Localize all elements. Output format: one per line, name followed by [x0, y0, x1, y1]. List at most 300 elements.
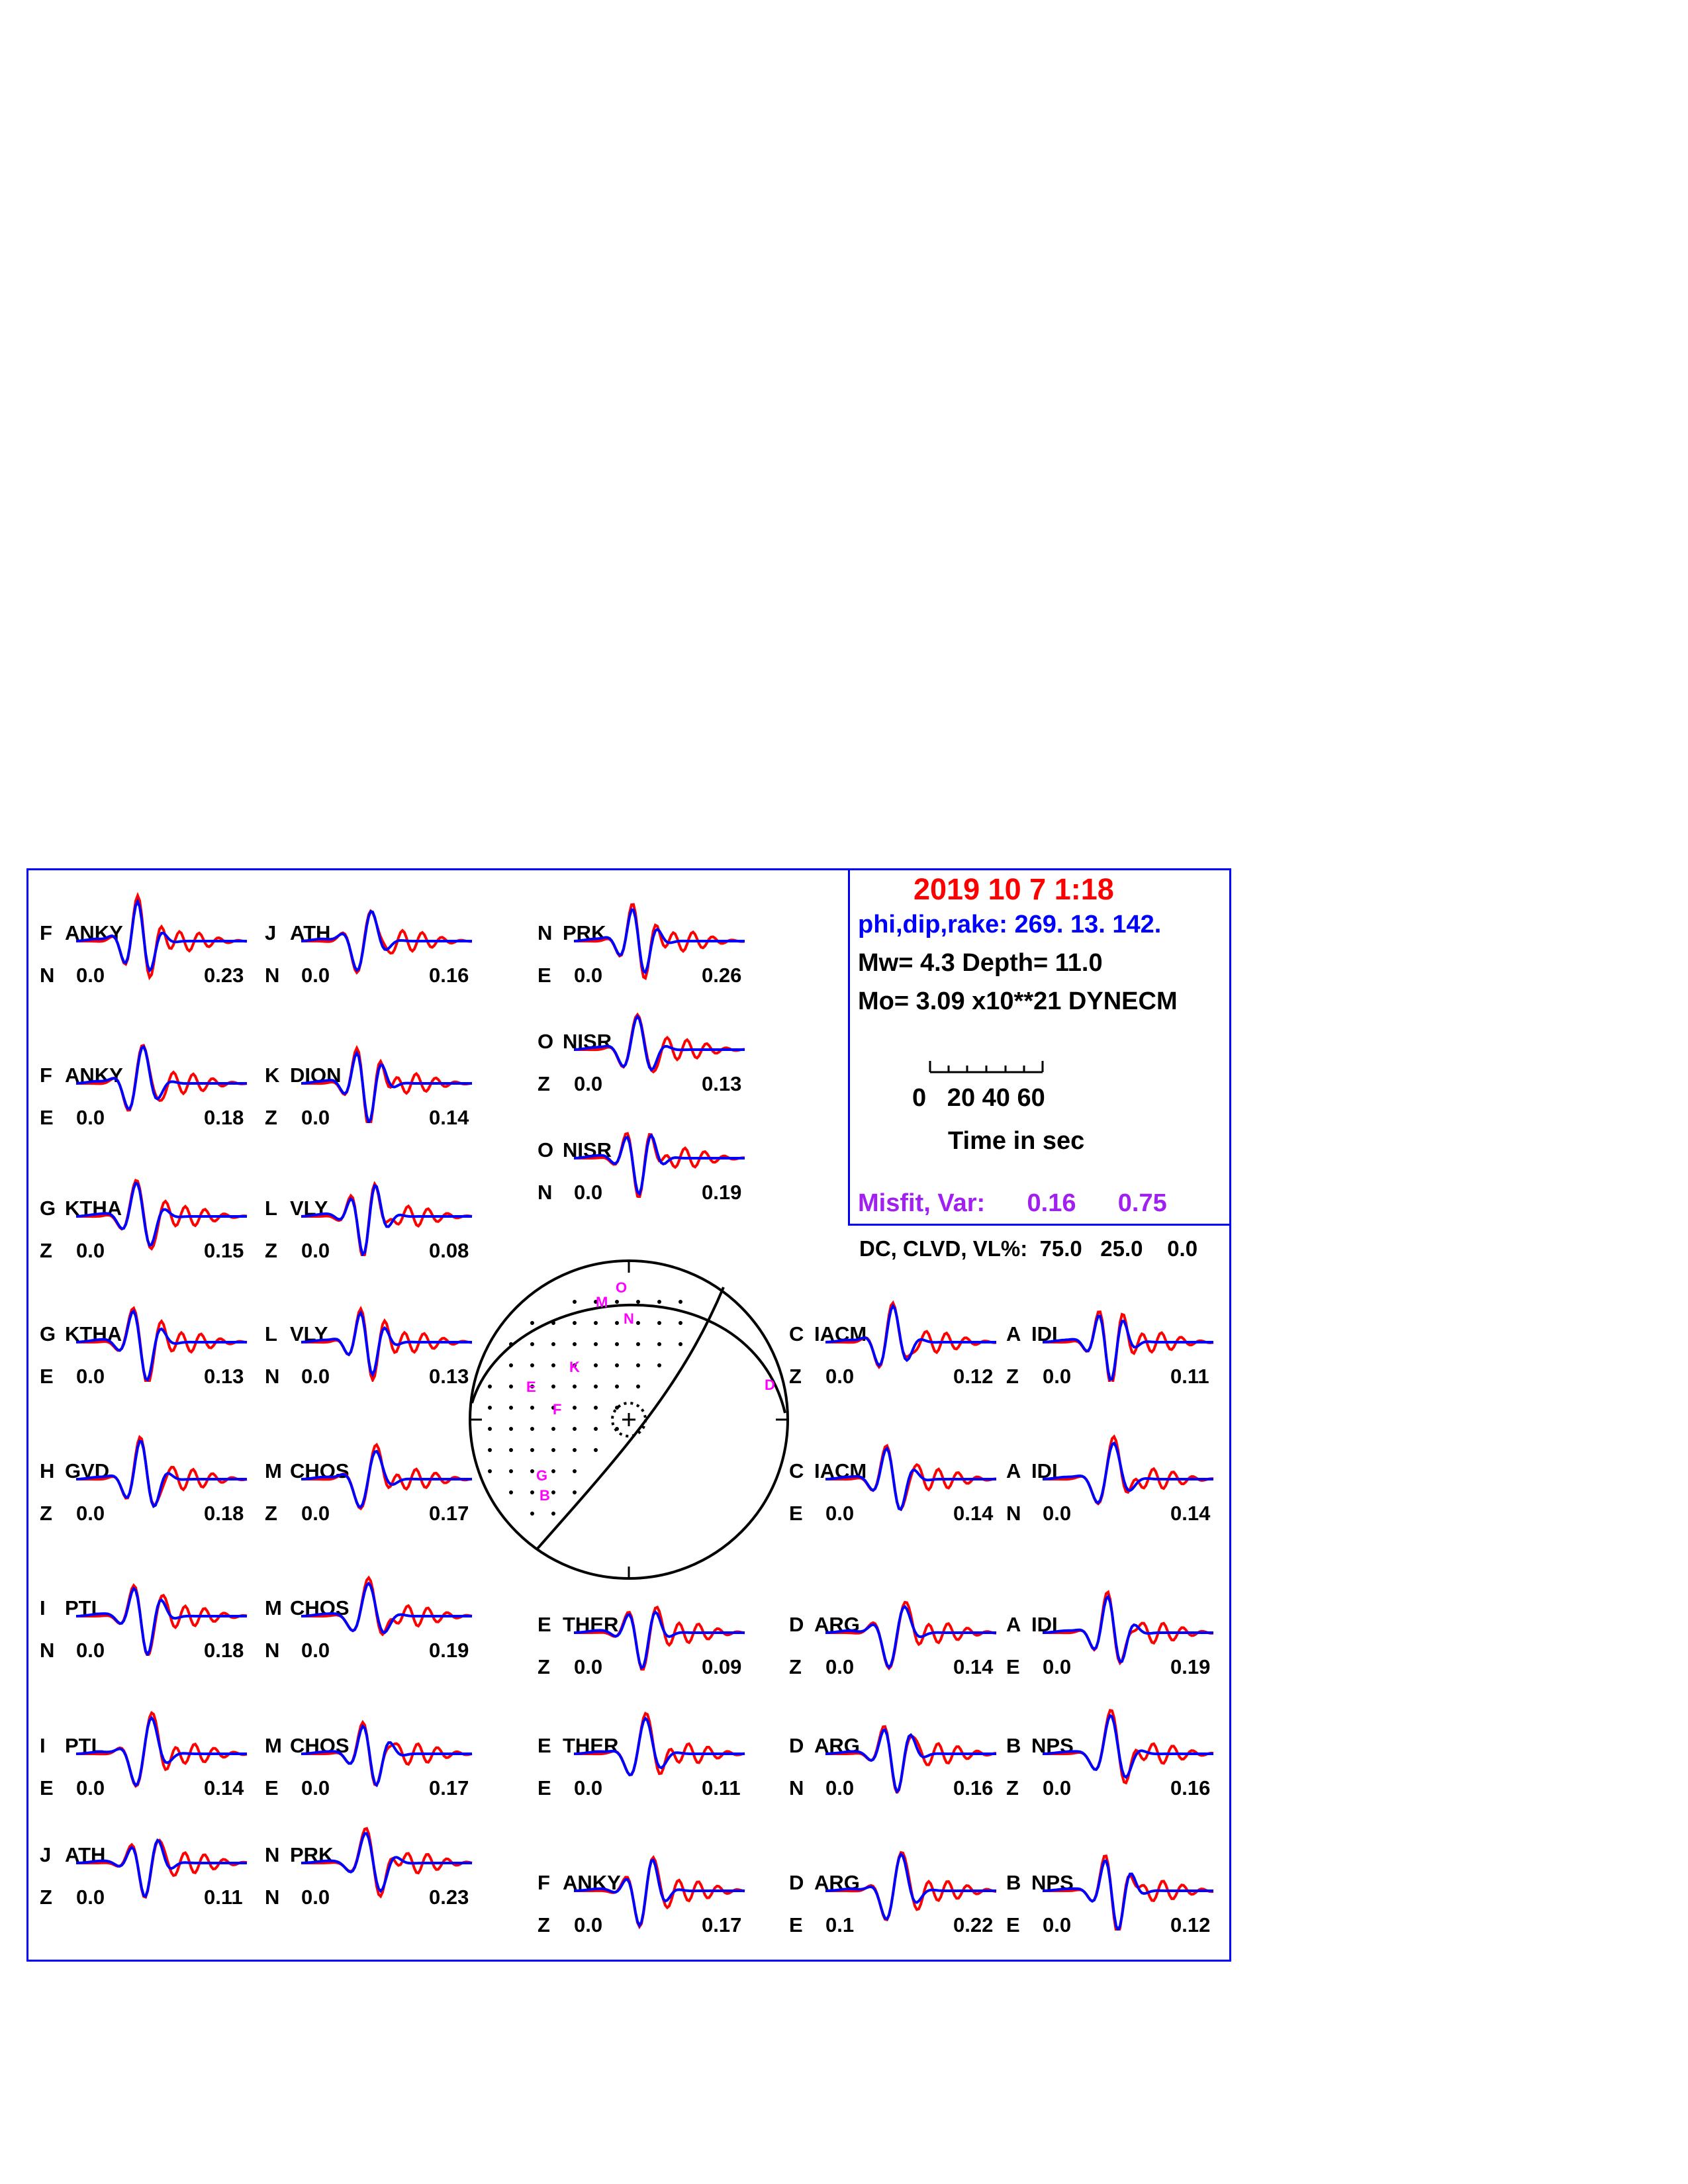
time-shift: 0.0	[1043, 1365, 1072, 1388]
compression-dot	[636, 1363, 640, 1367]
station-name: KTHA	[65, 1322, 122, 1345]
amplitude: 0.12	[1170, 1913, 1211, 1936]
compression-dot	[615, 1385, 619, 1388]
time-shift: 0.0	[76, 1639, 105, 1662]
compression-dot	[594, 1363, 598, 1367]
waveform	[76, 1701, 248, 1794]
compression-dot	[509, 1448, 513, 1452]
component-code: O	[538, 1030, 554, 1053]
compression-dot	[636, 1300, 640, 1304]
component: Z	[1006, 1776, 1019, 1799]
component-code: M	[265, 1459, 282, 1482]
amplitude: 0.22	[953, 1913, 994, 1936]
station-name: PRK	[563, 921, 606, 944]
waveform	[825, 1701, 998, 1794]
compression-dot	[573, 1427, 577, 1431]
component: N	[265, 1886, 280, 1909]
station-name: CHOS	[290, 1596, 350, 1619]
station-name: ARG	[814, 1613, 860, 1636]
amplitude: 0.11	[702, 1776, 741, 1799]
component-code: N	[265, 1843, 280, 1866]
waveform	[574, 1701, 746, 1794]
component-code: O	[538, 1138, 554, 1161]
compression-dot	[594, 1385, 598, 1388]
compression-dot	[530, 1363, 534, 1367]
amplitude: 0.14	[204, 1776, 244, 1799]
time-shift: 0.0	[574, 1072, 603, 1095]
time-shift: 0.0	[1043, 1502, 1072, 1525]
amplitude: 0.15	[204, 1239, 244, 1262]
compression-dot	[488, 1427, 492, 1431]
compression-dot	[530, 1342, 534, 1346]
time-shift: 0.0	[301, 1776, 330, 1799]
compression-dot	[530, 1490, 534, 1494]
station-name: VLY	[290, 1197, 328, 1220]
component: E	[1006, 1655, 1020, 1678]
amplitude: 0.18	[204, 1502, 244, 1525]
waveform	[825, 1426, 998, 1519]
amplitude: 0.17	[702, 1913, 742, 1936]
time-shift: 0.0	[825, 1365, 855, 1388]
amplitude: 0.09	[702, 1655, 742, 1678]
compression-dot	[615, 1321, 619, 1325]
synthetic-trace	[76, 901, 247, 970]
station-labels	[526, 1279, 775, 1504]
compression-dot	[615, 1300, 619, 1304]
component: N	[265, 1639, 280, 1662]
component-code: E	[538, 1613, 551, 1636]
station-name: GVD	[65, 1459, 110, 1482]
station-name: IACM	[814, 1459, 867, 1482]
component: N	[40, 964, 55, 987]
waveform	[574, 1580, 746, 1672]
component: N	[265, 1365, 280, 1388]
waveform	[76, 1810, 248, 1903]
station-name: PRK	[290, 1843, 334, 1866]
waveform	[76, 1426, 248, 1519]
compression-dot	[488, 1469, 492, 1473]
time-axis-label: Time in sec	[948, 1127, 1085, 1155]
synthetic-trace	[574, 1719, 745, 1775]
compression-dot	[509, 1490, 513, 1494]
component: E	[1006, 1913, 1020, 1936]
component: Z	[40, 1239, 52, 1262]
time-scale-bar	[923, 1056, 1056, 1082]
synthetic-trace	[825, 1730, 996, 1792]
station-name: NPS	[1031, 1871, 1074, 1894]
station-label: M	[596, 1294, 608, 1310]
station-name: THER	[563, 1734, 619, 1757]
component: Z	[265, 1502, 277, 1525]
synthetic-trace	[76, 1441, 247, 1507]
component: E	[538, 1776, 551, 1799]
station-name: DION	[290, 1064, 342, 1087]
station-name: ANKY	[563, 1871, 621, 1894]
synthetic-trace	[574, 1860, 745, 1926]
waveform	[825, 1289, 998, 1382]
station-name: NISR	[563, 1138, 612, 1161]
compression-dot	[530, 1512, 534, 1516]
time-shift: 0.0	[76, 964, 105, 987]
component-code: F	[40, 1064, 52, 1087]
synthetic-trace	[574, 1612, 745, 1668]
time-shift: 0.0	[301, 1239, 330, 1262]
waveform	[574, 1838, 746, 1931]
dc-clvd-vl: DC, CLVD, VL%: 75.0 25.0 0.0	[859, 1236, 1198, 1261]
component: Z	[538, 1913, 550, 1936]
event-datetime: 2019 10 7 1:18	[914, 872, 1114, 906]
station-name: VLY	[290, 1322, 328, 1345]
component-code: M	[265, 1734, 282, 1757]
compression-dot	[551, 1342, 555, 1346]
component-code: G	[40, 1322, 56, 1345]
time-shift: 0.0	[574, 1913, 603, 1936]
component-code: I	[40, 1596, 46, 1619]
waveform	[574, 1105, 746, 1198]
component: N	[789, 1776, 804, 1799]
component-code: C	[789, 1459, 804, 1482]
synthetic-trace	[1043, 1597, 1213, 1662]
compression-dot	[573, 1469, 577, 1473]
compression-dot	[551, 1363, 555, 1367]
component-code: F	[40, 921, 52, 944]
time-shift: 0.0	[1043, 1655, 1072, 1678]
compression-dot	[530, 1427, 534, 1431]
component-code: F	[538, 1871, 550, 1894]
amplitude: 0.19	[1170, 1655, 1211, 1678]
amplitude: 0.18	[204, 1639, 244, 1662]
component-code: D	[789, 1613, 804, 1636]
time-shift: 0.0	[76, 1776, 105, 1799]
amplitude: 0.13	[204, 1365, 244, 1388]
compression-dot	[551, 1469, 555, 1473]
component: Z	[40, 1502, 52, 1525]
amplitude: 0.19	[702, 1181, 742, 1204]
amplitude: 0.16	[429, 964, 469, 987]
waveform	[76, 1163, 248, 1256]
time-shift: 0.0	[574, 1655, 603, 1678]
component-code: D	[789, 1734, 804, 1757]
component: N	[538, 1181, 553, 1204]
synthetic-trace	[76, 1841, 247, 1897]
station-name: NPS	[1031, 1734, 1074, 1757]
waveform	[1043, 1426, 1215, 1519]
compression-dot	[679, 1321, 682, 1325]
time-shift: 0.0	[76, 1239, 105, 1262]
station-name: IDI	[1031, 1613, 1058, 1636]
waveform	[825, 1580, 998, 1672]
compression-dot	[551, 1448, 555, 1452]
amplitude: 0.14	[953, 1655, 994, 1678]
waveform	[1043, 1580, 1215, 1672]
component: Z	[40, 1886, 52, 1909]
compression-dot	[530, 1469, 534, 1473]
observed-trace	[1043, 1856, 1213, 1931]
synthetic-trace	[1043, 1715, 1213, 1777]
waveform	[301, 1701, 473, 1794]
observed-trace	[76, 895, 247, 977]
component-code: H	[40, 1459, 55, 1482]
component-code: A	[1006, 1322, 1021, 1345]
compression-dot	[636, 1342, 640, 1346]
component: N	[265, 964, 280, 987]
observed-trace	[1043, 1312, 1213, 1382]
time-shift: 0.0	[825, 1655, 855, 1678]
amplitude: 0.11	[204, 1886, 243, 1909]
amplitude: 0.17	[429, 1776, 469, 1799]
misfit-variance: Misfit, Var: 0.16 0.75	[858, 1189, 1167, 1217]
component: Z	[789, 1365, 802, 1388]
compression-dot	[530, 1448, 534, 1452]
component-code: G	[40, 1197, 56, 1220]
compression-dot	[551, 1490, 555, 1494]
station-name: CHOS	[290, 1459, 350, 1482]
component: E	[538, 964, 551, 987]
component-code: M	[265, 1596, 282, 1619]
compression-dot	[530, 1321, 534, 1325]
waveform	[76, 888, 248, 981]
scale-tick-labels: 0 20 40 60	[912, 1084, 1045, 1112]
observed-trace	[1043, 1437, 1213, 1504]
compression-dot	[573, 1490, 577, 1494]
waveform	[301, 1030, 473, 1123]
component-code: E	[538, 1734, 551, 1757]
compression-dot	[636, 1321, 640, 1325]
component: E	[789, 1502, 803, 1525]
synthetic-trace	[1043, 1443, 1213, 1503]
amplitude: 0.13	[702, 1072, 742, 1095]
compression-dot	[573, 1342, 577, 1346]
amplitude: 0.18	[204, 1106, 244, 1129]
compression-dot	[679, 1300, 682, 1304]
time-shift: 0.0	[825, 1776, 855, 1799]
compression-dot	[594, 1406, 598, 1410]
station-name: KTHA	[65, 1197, 122, 1220]
component: Z	[789, 1655, 802, 1678]
component-code: L	[265, 1197, 277, 1220]
compression-dot	[488, 1406, 492, 1410]
compression-dot	[509, 1342, 513, 1346]
compression-dot	[573, 1385, 577, 1388]
component: N	[1006, 1502, 1021, 1525]
synthetic-trace	[301, 1726, 472, 1785]
amplitude: 0.14	[1170, 1502, 1211, 1525]
compression-dot	[615, 1406, 619, 1410]
station-name: CHOS	[290, 1734, 350, 1757]
phi-dip-rake: phi,dip,rake: 269. 13. 142.	[858, 911, 1162, 938]
time-shift: 0.1	[825, 1913, 855, 1936]
component: Z	[538, 1655, 550, 1678]
amplitude: 0.19	[429, 1639, 469, 1662]
waveform	[301, 1810, 473, 1903]
amplitude: 0.13	[429, 1365, 469, 1388]
time-shift: 0.0	[1043, 1776, 1072, 1799]
compression-dot	[551, 1512, 555, 1516]
component-code: L	[265, 1322, 277, 1345]
synthetic-trace	[574, 1136, 745, 1194]
waveform	[1043, 1289, 1215, 1382]
station-name: ANKY	[65, 1064, 123, 1087]
component: N	[40, 1639, 55, 1662]
synthetic-trace	[1043, 1861, 1213, 1931]
synthetic-trace	[1043, 1316, 1213, 1380]
station-name: ATH	[65, 1843, 106, 1866]
component-code: J	[40, 1843, 52, 1866]
observed-trace	[825, 1602, 996, 1668]
component-code: D	[789, 1871, 804, 1894]
station-name: ARG	[814, 1734, 860, 1757]
waveform	[574, 888, 746, 981]
waveform	[76, 1563, 248, 1656]
compression-dot	[615, 1342, 619, 1346]
compression-dots	[488, 1300, 682, 1516]
observed-trace	[301, 1184, 472, 1256]
compression-dot	[615, 1427, 619, 1431]
observed-trace	[301, 1578, 472, 1635]
amplitude: 0.16	[953, 1776, 994, 1799]
waveform	[76, 1030, 248, 1123]
time-shift: 0.0	[301, 1886, 330, 1909]
component: E	[40, 1106, 54, 1129]
component-code: K	[265, 1064, 280, 1087]
compression-dot	[530, 1406, 534, 1410]
observed-trace	[1043, 1592, 1213, 1663]
station-name: ANKY	[65, 921, 123, 944]
station-label: O	[616, 1279, 628, 1296]
compression-dot	[509, 1385, 513, 1388]
component-code: B	[1006, 1734, 1021, 1757]
amplitude: 0.08	[429, 1239, 469, 1262]
compression-dot	[573, 1406, 577, 1410]
waveform	[301, 1163, 473, 1256]
synthetic-trace	[301, 1186, 472, 1255]
compression-dot	[488, 1385, 492, 1388]
component-code: N	[538, 921, 553, 944]
waveform	[301, 1289, 473, 1382]
time-shift: 0.0	[301, 1502, 330, 1525]
component: Z	[538, 1072, 550, 1095]
waveform	[1043, 1701, 1215, 1794]
observed-trace	[301, 1309, 472, 1381]
time-shift: 0.0	[76, 1106, 105, 1129]
station-name: IACM	[814, 1322, 867, 1345]
compression-dot	[657, 1300, 661, 1304]
station-label: B	[539, 1487, 550, 1504]
compression-dot	[594, 1342, 598, 1346]
station-name: THER	[563, 1613, 619, 1636]
compression-dot	[594, 1427, 598, 1431]
component: E	[265, 1776, 279, 1799]
station-label: G	[536, 1467, 548, 1484]
component-code: J	[265, 921, 277, 944]
compression-dot	[657, 1342, 661, 1346]
waveform	[301, 888, 473, 981]
amplitude: 0.14	[429, 1106, 469, 1129]
seismic-moment: Mo= 3.09 x10**21 DYNECM	[858, 987, 1178, 1015]
station-label: F	[553, 1401, 562, 1418]
station-name: ATH	[290, 921, 331, 944]
observed-trace	[574, 1015, 745, 1071]
waveform	[301, 1563, 473, 1656]
focal-mechanism-beachball	[463, 1254, 794, 1585]
compression-dot	[594, 1321, 598, 1325]
compression-dot	[551, 1427, 555, 1431]
compression-dot	[573, 1448, 577, 1452]
time-shift: 0.0	[1043, 1913, 1072, 1936]
amplitude: 0.23	[429, 1886, 469, 1909]
component: E	[40, 1776, 54, 1799]
waveform	[301, 1426, 473, 1519]
time-shift: 0.0	[76, 1502, 105, 1525]
station-label: N	[624, 1310, 634, 1327]
time-shift: 0.0	[574, 964, 603, 987]
observed-trace	[301, 1048, 472, 1123]
mw-depth: Mw= 4.3 Depth= 11.0	[858, 949, 1103, 977]
compression-dot	[573, 1300, 577, 1304]
compression-dot	[488, 1448, 492, 1452]
component-code: A	[1006, 1459, 1021, 1482]
compression-dot	[657, 1363, 661, 1367]
time-shift: 0.0	[301, 1365, 330, 1388]
observed-trace	[76, 1046, 247, 1111]
time-shift: 0.0	[574, 1181, 603, 1204]
amplitude: 0.23	[204, 964, 244, 987]
station-name: PTL	[65, 1734, 104, 1757]
amplitude: 0.16	[1170, 1776, 1211, 1799]
component-code: A	[1006, 1613, 1021, 1636]
component: Z	[1006, 1365, 1019, 1388]
compression-dot	[551, 1385, 555, 1388]
observed-trace	[574, 1134, 745, 1198]
time-shift: 0.0	[76, 1365, 105, 1388]
amplitude: 0.17	[429, 1502, 469, 1525]
observed-trace	[76, 1586, 247, 1656]
station-name: NISR	[563, 1030, 612, 1053]
amplitude: 0.11	[1170, 1365, 1209, 1388]
compression-dot	[509, 1427, 513, 1431]
station-name: IDI	[1031, 1322, 1058, 1345]
component-code: I	[40, 1734, 46, 1757]
waveform	[825, 1838, 998, 1931]
amplitude: 0.26	[702, 964, 742, 987]
observed-trace	[76, 1437, 247, 1505]
time-shift: 0.0	[301, 1106, 330, 1129]
station-name: IDI	[1031, 1459, 1058, 1482]
waveform	[76, 1289, 248, 1382]
waveform	[1043, 1838, 1215, 1931]
waveform	[574, 997, 746, 1089]
compression-dot	[679, 1342, 682, 1346]
compression-dot	[509, 1363, 513, 1367]
station-label: K	[569, 1359, 580, 1375]
synthetic-trace	[76, 1718, 247, 1786]
amplitude: 0.14	[953, 1502, 994, 1525]
component: Z	[265, 1106, 277, 1129]
station-name: ARG	[814, 1871, 860, 1894]
compression-dot	[551, 1321, 555, 1325]
station-name: PTL	[65, 1596, 104, 1619]
time-shift: 0.0	[825, 1502, 855, 1525]
station-label: E	[526, 1379, 536, 1395]
time-shift: 0.0	[574, 1776, 603, 1799]
component: E	[789, 1913, 803, 1936]
component-code: C	[789, 1322, 804, 1345]
component: E	[40, 1365, 54, 1388]
component-code: B	[1006, 1871, 1021, 1894]
compression-dot	[509, 1406, 513, 1410]
station-label: D	[765, 1377, 775, 1393]
amplitude: 0.12	[953, 1365, 994, 1388]
